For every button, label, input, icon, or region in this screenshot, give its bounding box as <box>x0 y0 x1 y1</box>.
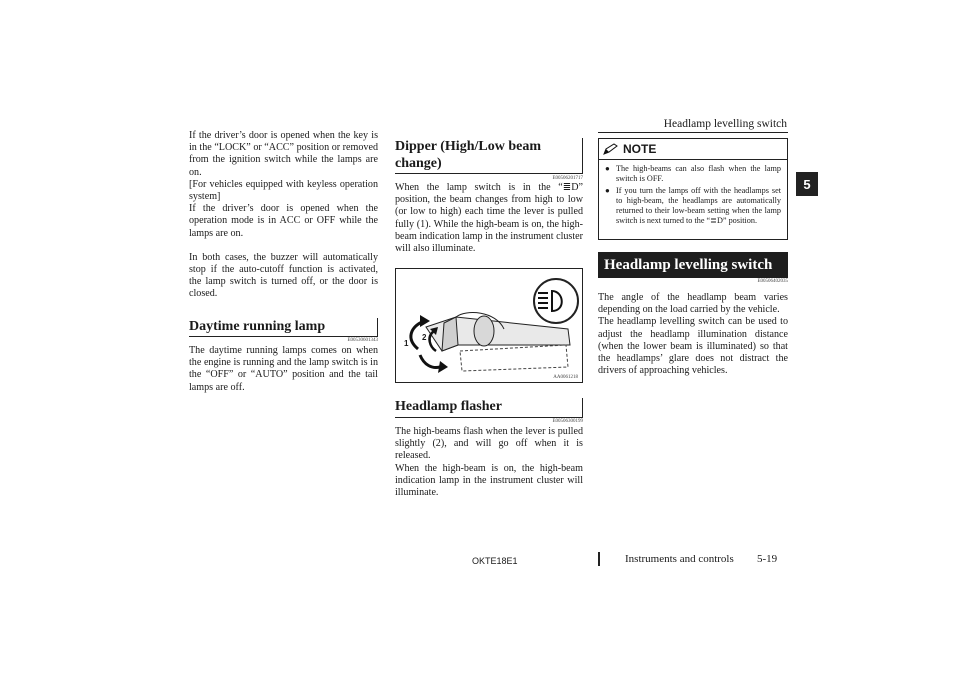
levelling-text <box>598 292 788 377</box>
figure-code: AA0061218 <box>553 375 578 380</box>
lever-figure <box>395 268 583 383</box>
note-pencil-icon <box>603 143 619 155</box>
section-code: E00506300199 <box>552 419 583 424</box>
note-label: NOTE <box>623 142 657 156</box>
paragraph: If the driver’s door is opened when the key is in the “LOCK” or “ACC” position or removed from the ignition switch while the lamps are on. <box>189 130 378 178</box>
footer-rule-left <box>598 552 600 566</box>
footer-page-number: 5-19 <box>757 553 778 565</box>
paragraph: The high-beams flash when the lever is pulled slightly (2), and will go off when it is released. <box>395 426 583 462</box>
paragraph: If the driver’s door is opened when the operation mode is in ACC or OFF while the lamps are on. <box>189 203 378 239</box>
note-box <box>598 138 788 240</box>
bullet-icon: ● <box>605 185 610 195</box>
section-banner-headlamp-levelling: Headlamp levelling switch <box>598 252 788 278</box>
dipper-text: When the lamp switch is in the “≣D” position, the beam changes from high to low (or low to high) each time the lever is pulled fully (1). While the high-beam is on, the high-beam indication lamp in the instrument cluster will also illuminate. <box>395 182 583 255</box>
note-header <box>599 139 787 160</box>
note-body <box>599 160 787 232</box>
note-bullet-text: The high-beams can also flash when the lamp switch is OFF. <box>616 164 781 184</box>
footer-section: Instruments and controls <box>625 553 734 565</box>
heading-dipper: Dipper (High/Low beam change) <box>395 138 583 174</box>
header-rule <box>598 132 788 133</box>
paragraph: When the high-beam is on, the high-beam indication lamp in the instrument cluster will illuminate. <box>395 462 583 499</box>
paragraph: The angle of the headlamp beam varies depending on the load carried by the vehicle. <box>598 292 788 316</box>
chapter-tab: 5 <box>796 172 818 196</box>
paragraph: In both cases, the buzzer will automatically stop if the auto-cutoff function is activated, the lamp switch is turned off, or the door is closed. <box>189 251 378 300</box>
figure-label-1: 1 <box>404 339 409 348</box>
note-bullet-text: If you turn the lamps off with the headlamps set to high-beam, the headlamps are automatically returned to their low-beam setting when the lamp switch is next turned to the “≣D” position. <box>616 185 781 226</box>
flasher-text <box>395 426 583 499</box>
figure-label-2: 2 <box>422 333 427 342</box>
note-bullet <box>605 186 781 227</box>
paragraph: [For vehicles equipped with keyless operation system] <box>189 178 378 203</box>
running-header-title: Headlamp levelling switch <box>663 118 787 130</box>
drl-text: The daytime running lamps comes on when the engine is running and the lamp switch is in the “OFF” or “AUTO” position and the tail lamps are off. <box>189 345 378 393</box>
heading-headlamp-flasher: Headlamp flasher <box>395 398 583 418</box>
section-code: E00506402035 <box>757 279 788 284</box>
lever-illustration <box>396 269 582 382</box>
note-bullet <box>605 164 781 185</box>
bullet-icon: ● <box>605 164 610 173</box>
section-code: E00530601343 <box>347 338 378 343</box>
heading-daytime-running-lamp: Daytime running lamp <box>189 318 378 337</box>
col1-text <box>189 130 378 301</box>
paragraph: The headlamp levelling switch can be used to adjust the headlamp illumination distance (when the lower beam is illuminated) so that the headlamps’ glare does not distract the drivers of approaching vehicles. <box>598 316 788 377</box>
footer-doc-code: OKTE18E1 <box>472 556 518 566</box>
section-code: E00506201717 <box>552 176 583 181</box>
